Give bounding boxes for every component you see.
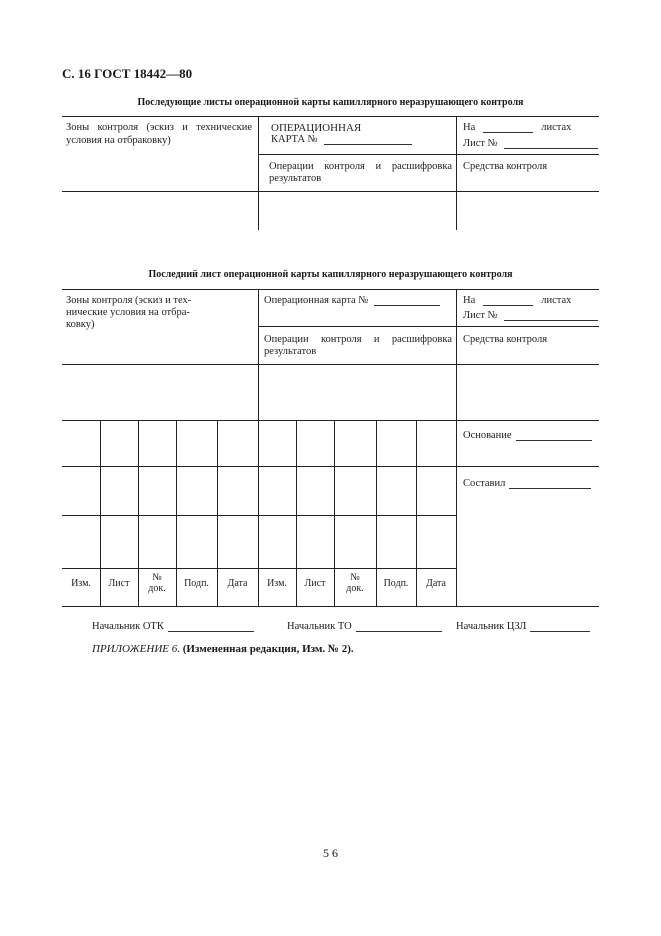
table2-osnovanie-line xyxy=(463,430,592,441)
table2-sheets-line xyxy=(463,295,571,306)
table2-card-label: Операционная карта № xyxy=(264,295,369,306)
table1-list-no-label: Лист № xyxy=(463,138,498,149)
table2-sostavil-label: Составил xyxy=(463,478,506,489)
table2-footer-doc-line1: № xyxy=(350,572,360,583)
table1-sheets-line xyxy=(463,122,571,133)
page-number: 5 6 xyxy=(323,846,338,860)
table2-footer-doc-line2: док. xyxy=(346,583,364,594)
table2-col-divider-2 xyxy=(456,289,457,607)
table2-sheet-number-line xyxy=(463,310,598,321)
table2-zones-line1: Зоны контроля (эскиз и тех- xyxy=(66,295,192,306)
table2-footer-izm: Изм. xyxy=(267,578,287,589)
table2-footer-doc-line2: док. xyxy=(148,583,166,594)
table2-grid-row-border-1 xyxy=(62,466,599,467)
table2-sostavil-blank xyxy=(509,479,591,489)
table2-col-divider-1 xyxy=(258,289,259,607)
table2-osnovanie-blank xyxy=(516,431,592,441)
table2-top-border xyxy=(62,289,599,290)
table2-list-no-label: Лист № xyxy=(463,310,498,321)
signature-czl-label: Начальник ЦЗЛ xyxy=(456,621,527,632)
table2-card-number-blank xyxy=(374,296,440,306)
signature-czl xyxy=(456,621,590,632)
table2-sheets-count-blank xyxy=(483,296,533,306)
table2-footer-list: Лист xyxy=(304,578,326,589)
table2-card-line xyxy=(264,295,440,306)
table1-header-bottom-border xyxy=(62,191,599,192)
table2-zones-line2: нические условия на отбра- xyxy=(66,307,190,318)
table1-zones-label: Зоны контроля (эскиз и технические условия на отбраковку) xyxy=(66,122,252,146)
table1-top-border xyxy=(62,116,599,117)
table1-card-label: КАРТА № xyxy=(271,134,318,145)
table2-footer-podp: Подп. xyxy=(184,578,209,589)
table1-title: Последующие листы операционной карты капиллярного неразрушающего контроля xyxy=(137,97,524,108)
appendix-italic: ПРИЛОЖЕНИЕ 6. xyxy=(92,643,180,655)
table1-na-label: На xyxy=(463,122,476,133)
table2-listah-label: листах xyxy=(541,295,572,306)
signature-otk-label: Начальник ОТК xyxy=(92,621,164,632)
table2-grid-row-border-2 xyxy=(62,515,456,516)
table2-sheet-number-blank xyxy=(504,311,598,321)
table1-mid-border xyxy=(258,154,599,155)
table2-na-label: На xyxy=(463,295,476,306)
table2-operations-line2: результатов xyxy=(264,346,317,357)
table2-mid-border xyxy=(258,326,599,327)
appendix-bold: (Измененная редакция, Изм. № 2). xyxy=(182,643,354,655)
table2-footer-list: Лист xyxy=(108,578,130,589)
table2-osnovanie-label: Основание xyxy=(463,430,512,441)
table2-sostavil-line xyxy=(463,478,591,489)
table2-bottom-border xyxy=(62,606,599,607)
table1-means-label: Средства контроля xyxy=(463,161,548,172)
table2-zones-line3: ковку) xyxy=(66,319,95,330)
signature-otk-blank xyxy=(168,622,254,632)
table1-listah-label: листах xyxy=(541,122,572,133)
table2-operations-line1: Операции контроля и расшифровка xyxy=(264,334,452,345)
table1-card-line2 xyxy=(271,134,412,145)
table1-card-number-blank xyxy=(324,135,412,145)
signature-otk xyxy=(92,621,254,632)
table2-body-border xyxy=(62,420,599,421)
table1-col-divider-1 xyxy=(258,116,259,230)
table1-operations-line2: результатов xyxy=(269,173,322,184)
page-header: С. 16 ГОСТ 18442—80 xyxy=(62,66,193,81)
table2-footer-podp: Подп. xyxy=(383,578,409,589)
table2-footer-doc-line1: № xyxy=(152,572,162,583)
table1-col-divider-2 xyxy=(456,116,457,230)
signature-czl-blank xyxy=(530,622,590,632)
table2-header-bottom-border xyxy=(62,364,599,365)
table1-sheet-number-line xyxy=(463,138,598,149)
table2-means-label: Средства контроля xyxy=(463,334,548,345)
table2-footer-doc xyxy=(334,572,376,594)
signature-to-blank xyxy=(356,622,442,632)
table1-sheet-number-blank xyxy=(504,139,598,149)
table2-footer-izm: Изм. xyxy=(71,578,91,589)
table2-footer-data: Дата xyxy=(426,578,446,589)
table2-footer-doc xyxy=(138,572,176,594)
table1-operations-line1: Операции контроля и расшифровка xyxy=(269,161,452,172)
signature-to-label: Начальник ТО xyxy=(287,621,352,632)
table2-footer-data: Дата xyxy=(227,578,248,589)
signature-to xyxy=(287,621,442,632)
table2-title: Последний лист операционной карты капиллярного неразрушающего контроля xyxy=(148,269,513,280)
appendix-note xyxy=(92,643,354,655)
table1-card-line1: ОПЕРАЦИОННАЯ xyxy=(271,122,362,134)
table2-grid-row-border-3 xyxy=(62,568,456,569)
table1-sheets-count-blank xyxy=(483,123,533,133)
